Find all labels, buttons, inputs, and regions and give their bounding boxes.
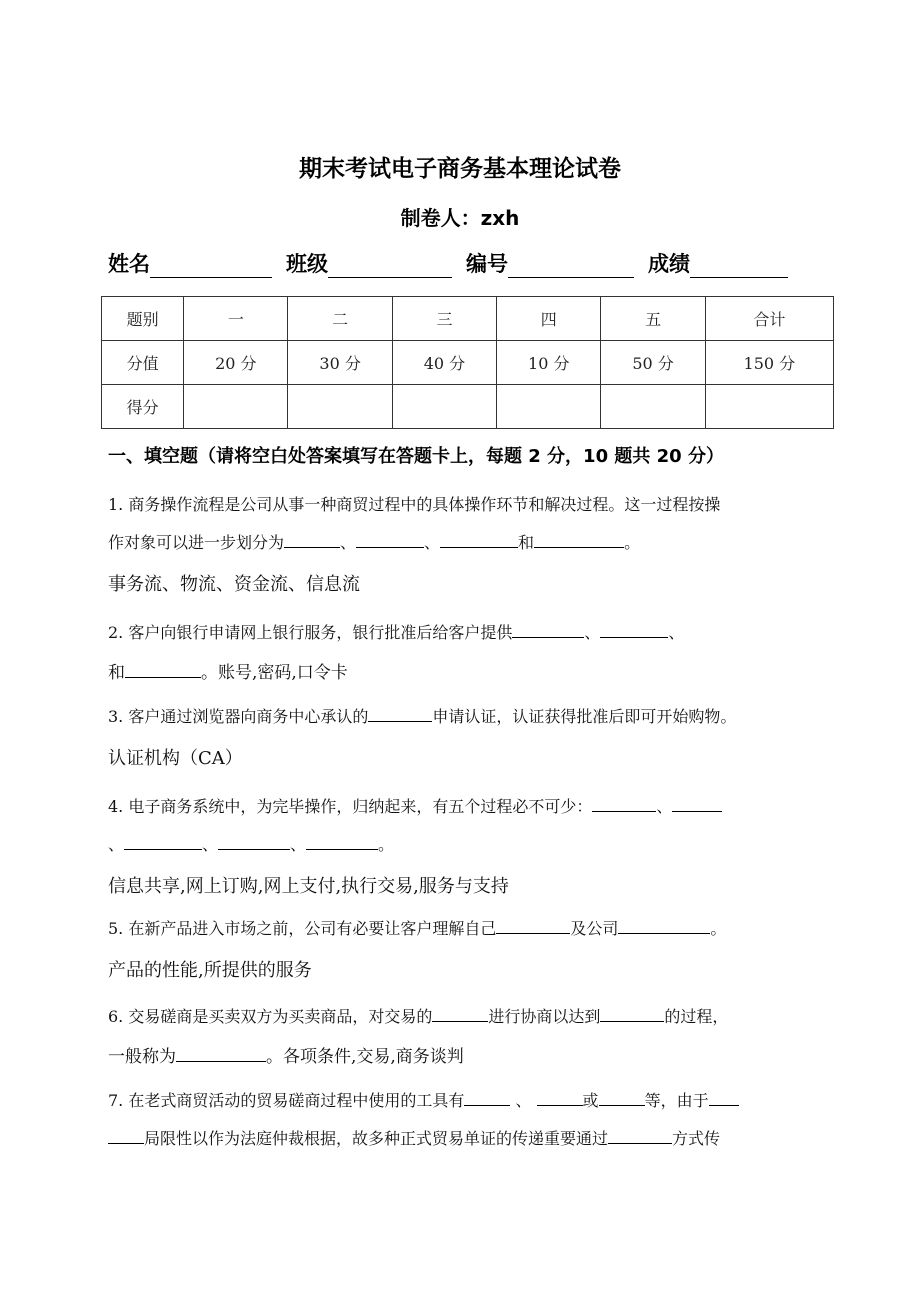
text: 、 xyxy=(424,533,441,552)
text: 4. 电子商务系统中，为完毕操作，归纳起来，有五个过程必不可少： xyxy=(108,797,593,816)
number-field[interactable] xyxy=(466,248,634,278)
text: 。 xyxy=(378,835,395,854)
text: 、 xyxy=(290,835,307,854)
grade-label: 成绩 xyxy=(648,252,690,276)
question-2-line-1 xyxy=(108,620,684,643)
table-cell: 40 分 xyxy=(392,341,496,385)
blank[interactable] xyxy=(464,1089,510,1106)
question-4-line-1 xyxy=(108,794,722,817)
question-6-line-2 xyxy=(108,1042,464,1067)
question-2-line-2 xyxy=(108,658,348,683)
class-blank[interactable] xyxy=(328,255,452,278)
text: 。 xyxy=(624,533,641,552)
text: 、 xyxy=(108,835,125,854)
class-field[interactable] xyxy=(286,248,452,278)
blank[interactable] xyxy=(125,661,201,678)
score-input-cell[interactable] xyxy=(392,385,496,429)
question-5-answer: 产品的性能,所提供的服务 xyxy=(108,960,312,981)
table-cell: 合计 xyxy=(705,297,833,341)
blank[interactable] xyxy=(537,1089,583,1106)
number-label: 编号 xyxy=(466,252,508,276)
question-6-line-1 xyxy=(108,1004,728,1027)
blank[interactable] xyxy=(618,917,710,934)
question-1-line-2 xyxy=(108,530,640,553)
text: 或 xyxy=(582,1091,599,1110)
text: 、 xyxy=(584,623,601,642)
table-cell: 10 分 xyxy=(497,341,601,385)
score-input-cell[interactable] xyxy=(705,385,833,429)
table-row-score xyxy=(102,385,834,429)
text: 、 xyxy=(202,835,219,854)
text: 和 xyxy=(108,663,125,683)
blank[interactable] xyxy=(672,795,722,812)
table-cell: 150 分 xyxy=(705,341,833,385)
text: 、 xyxy=(510,1091,537,1110)
table-cell: 题别 xyxy=(102,297,184,341)
student-info-line xyxy=(108,248,828,278)
text: 等，由于 xyxy=(644,1091,709,1110)
section-heading: 一、填空题（请将空白处答案填写在答题卡上，每题 2 分，10 题共 20 分） xyxy=(108,446,724,467)
table-cell: 50 分 xyxy=(601,341,705,385)
exam-title: 期末考试电子商务基本理论试卷 xyxy=(299,156,621,182)
blank[interactable] xyxy=(608,1127,672,1144)
grade-field[interactable] xyxy=(648,248,788,278)
blank[interactable] xyxy=(496,917,570,934)
name-label: 姓名 xyxy=(108,252,150,276)
blank[interactable] xyxy=(108,1127,144,1144)
blank[interactable] xyxy=(600,1005,664,1022)
score-table xyxy=(101,296,834,429)
score-input-cell[interactable] xyxy=(184,385,288,429)
table-cell: 四 xyxy=(497,297,601,341)
blank[interactable] xyxy=(124,833,202,850)
blank[interactable] xyxy=(600,621,668,638)
blank[interactable] xyxy=(218,833,290,850)
text: 局限性以作为法庭仲裁根据，故多种正式贸易单证的传递重要通过 xyxy=(144,1129,609,1148)
blank[interactable] xyxy=(176,1045,266,1062)
grade-blank[interactable] xyxy=(690,255,788,278)
exam-author: 制卷人：zxh xyxy=(400,206,520,230)
text: 和 xyxy=(518,533,535,552)
text: 。各项条件,交易,商务谈判 xyxy=(266,1047,464,1067)
blank[interactable] xyxy=(368,705,432,722)
text: 5. 在新产品进入市场之前，公司有必要让客户理解自己 xyxy=(108,919,497,938)
table-cell: 五 xyxy=(601,297,705,341)
question-3-answer: 认证机构（CA） xyxy=(108,748,243,769)
question-5-line-1 xyxy=(108,916,726,939)
question-7-line-2 xyxy=(108,1126,720,1149)
text: 、 xyxy=(340,533,357,552)
blank[interactable] xyxy=(709,1089,739,1106)
text: 方式传 xyxy=(672,1129,721,1148)
table-row-category xyxy=(102,297,834,341)
table-row-points xyxy=(102,341,834,385)
text: 6. 交易磋商是买卖双方为买卖商品，对交易的 xyxy=(108,1007,433,1026)
blank[interactable] xyxy=(512,621,584,638)
question-1-answer: 事务流、物流、资金流、信息流 xyxy=(108,574,360,595)
score-input-cell[interactable] xyxy=(288,385,392,429)
score-input-cell[interactable] xyxy=(601,385,705,429)
number-blank[interactable] xyxy=(508,255,634,278)
table-cell: 二 xyxy=(288,297,392,341)
name-field[interactable] xyxy=(108,248,272,278)
text: 3. 客户通过浏览器向商务中心承认的 xyxy=(108,707,369,726)
table-cell: 三 xyxy=(392,297,496,341)
question-3-line-1 xyxy=(108,704,736,727)
blank[interactable] xyxy=(440,531,518,548)
blank[interactable] xyxy=(592,795,656,812)
text: 申请认证，认证获得批准后即可开始购物。 xyxy=(432,707,737,726)
table-cell: 得分 xyxy=(102,385,184,429)
class-label: 班级 xyxy=(286,252,328,276)
blank[interactable] xyxy=(284,531,340,548)
question-1-line-1: 1. 商务操作流程是公司从事一种商贸过程中的具体操作环节和解决过程。这一过程按操 xyxy=(108,495,721,514)
blank[interactable] xyxy=(599,1089,645,1106)
blank[interactable] xyxy=(534,531,624,548)
text: 。 xyxy=(710,919,727,938)
text: 、 xyxy=(668,623,685,642)
text: 及公司 xyxy=(570,919,619,938)
question-7-line-1 xyxy=(108,1088,739,1111)
blank[interactable] xyxy=(356,531,424,548)
text: 一般称为 xyxy=(108,1047,176,1067)
text: 的过程， xyxy=(664,1007,729,1026)
blank[interactable] xyxy=(432,1005,488,1022)
question-4-answer: 信息共享,网上订购,网上支付,执行交易,服务与支持 xyxy=(108,876,509,897)
text: 、 xyxy=(656,797,673,816)
name-blank[interactable] xyxy=(150,255,272,278)
table-cell: 分值 xyxy=(102,341,184,385)
text: 2. 客户向银行申请网上银行服务，银行批准后给客户提供 xyxy=(108,623,513,642)
table-cell: 20 分 xyxy=(184,341,288,385)
text: 7. 在老式商贸活动的贸易磋商过程中使用的工具有 xyxy=(108,1091,465,1110)
table-cell: 一 xyxy=(184,297,288,341)
text: 进行协商以达到 xyxy=(488,1007,601,1026)
score-input-cell[interactable] xyxy=(497,385,601,429)
question-4-line-2 xyxy=(108,832,394,855)
table-cell: 30 分 xyxy=(288,341,392,385)
text: 。账号,密码,口令卡 xyxy=(201,663,348,683)
text: 作对象可以进一步划分为 xyxy=(108,533,285,552)
blank[interactable] xyxy=(306,833,378,850)
